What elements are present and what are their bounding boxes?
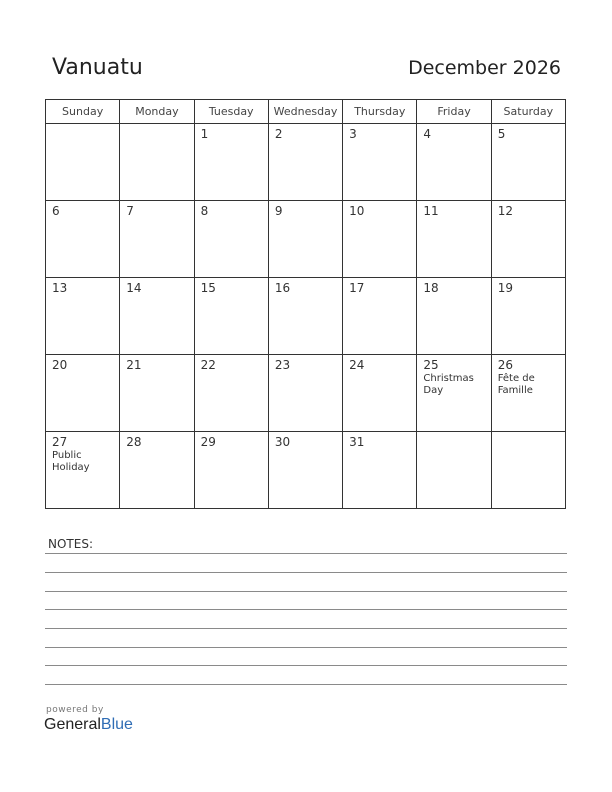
- holiday-label: [269, 372, 342, 373]
- calendar-grid: [45, 99, 566, 509]
- day-number: 4: [423, 127, 432, 141]
- holiday-label: [492, 295, 565, 296]
- day-cell[interactable]: [491, 201, 565, 278]
- day-number: 3: [349, 127, 357, 141]
- holiday-label: [46, 372, 119, 373]
- day-cell[interactable]: [491, 278, 565, 355]
- day-cell[interactable]: [268, 124, 342, 201]
- holiday-label: [120, 127, 193, 128]
- day-cell[interactable]: [120, 201, 194, 278]
- day-number: 8: [200, 204, 209, 218]
- holiday-label: [120, 372, 193, 373]
- day-number: 24: [349, 358, 365, 372]
- day-cell[interactable]: [417, 278, 491, 355]
- day-cell[interactable]: [268, 201, 342, 278]
- day-number: 12: [497, 204, 513, 218]
- day-number: 18: [423, 281, 439, 295]
- notes-line: [45, 628, 567, 629]
- holiday-label: [417, 295, 490, 296]
- weekday-sunday: Sunday: [46, 100, 120, 124]
- holiday-label: [343, 295, 416, 296]
- day-number: 28: [126, 435, 142, 449]
- day-cell[interactable]: [491, 355, 565, 432]
- week-row: [46, 124, 566, 201]
- day-cell[interactable]: [46, 124, 120, 201]
- day-number: 1: [200, 127, 209, 141]
- day-cell[interactable]: [46, 432, 120, 509]
- day-number: 15: [200, 281, 216, 295]
- holiday-label: [417, 218, 490, 219]
- day-cell[interactable]: [120, 355, 194, 432]
- holiday-label: [195, 449, 268, 450]
- holiday-label: [195, 218, 268, 219]
- weekday-thursday: Thursday: [343, 100, 417, 124]
- day-number: 26: [497, 358, 513, 372]
- day-cell[interactable]: [417, 432, 491, 509]
- day-cell[interactable]: [194, 278, 268, 355]
- day-cell[interactable]: [120, 124, 194, 201]
- day-cell[interactable]: [120, 278, 194, 355]
- day-number: 7: [126, 204, 134, 218]
- holiday-label: [120, 449, 193, 450]
- day-cell[interactable]: [343, 124, 417, 201]
- notes-line: [45, 647, 567, 648]
- day-cell[interactable]: [343, 278, 417, 355]
- day-cell[interactable]: [46, 278, 120, 355]
- notes-line: [45, 609, 567, 610]
- day-number: 10: [349, 204, 365, 218]
- brand-general: General: [44, 716, 101, 733]
- holiday-label: [120, 218, 193, 219]
- holiday-label: [417, 141, 490, 142]
- day-number: 13: [52, 281, 68, 295]
- day-number: 20: [52, 358, 68, 372]
- holiday-label: [269, 449, 342, 450]
- day-number: 22: [200, 358, 216, 372]
- day-number: 21: [126, 358, 142, 372]
- holiday-label: [343, 372, 416, 373]
- month-year-title: December 2026: [408, 57, 561, 79]
- notes-label: NOTES:: [48, 537, 93, 551]
- notes-line: [45, 684, 567, 685]
- holiday-label: [46, 218, 119, 219]
- day-cell[interactable]: [491, 124, 565, 201]
- day-number: 16: [274, 281, 291, 295]
- week-row: [46, 432, 566, 509]
- weekday-header-row: [46, 100, 566, 124]
- day-cell[interactable]: [343, 201, 417, 278]
- day-cell[interactable]: [194, 432, 268, 509]
- day-number: 19: [497, 281, 513, 295]
- day-cell[interactable]: [46, 355, 120, 432]
- day-cell[interactable]: [417, 124, 491, 201]
- holiday-label: [492, 218, 565, 219]
- holiday-label: Public Holiday: [52, 450, 90, 473]
- day-cell[interactable]: [194, 201, 268, 278]
- holiday-label: [343, 141, 416, 142]
- weekday-monday: Monday: [120, 100, 194, 124]
- weekday-tuesday: Tuesday: [194, 100, 268, 124]
- holiday-label: [269, 141, 342, 142]
- day-number: 29: [200, 435, 216, 449]
- day-cell[interactable]: [417, 201, 491, 278]
- day-cell[interactable]: [343, 355, 417, 432]
- day-cell[interactable]: [268, 278, 342, 355]
- holiday-label: [120, 295, 193, 296]
- holiday-label: [46, 127, 119, 128]
- day-cell[interactable]: [120, 432, 194, 509]
- holiday-label: [492, 141, 565, 142]
- notes-line: [45, 572, 567, 573]
- weekday-friday: Friday: [417, 100, 491, 124]
- brand-blue: Blue: [100, 716, 133, 733]
- day-cell[interactable]: [194, 124, 268, 201]
- day-number: 5: [497, 127, 506, 141]
- day-number: 9: [274, 204, 283, 218]
- day-cell[interactable]: [417, 355, 491, 432]
- day-cell[interactable]: [268, 355, 342, 432]
- week-row: [46, 201, 566, 278]
- day-number: 17: [349, 281, 365, 295]
- day-number: 11: [423, 204, 439, 218]
- weekday-wednesday: Wednesday: [268, 100, 342, 124]
- holiday-label: Christmas Day: [423, 373, 474, 396]
- day-cell[interactable]: [194, 355, 268, 432]
- day-number: 14: [126, 281, 142, 295]
- holiday-label: [195, 295, 268, 296]
- day-number: 6: [52, 204, 60, 218]
- notes-line: [45, 553, 567, 554]
- day-number: 27: [52, 435, 68, 449]
- holiday-label: [343, 449, 416, 450]
- holiday-label: [269, 218, 342, 219]
- day-number: 2: [274, 127, 283, 141]
- week-row: [46, 278, 566, 355]
- day-number: 31: [349, 435, 365, 449]
- day-number: 30: [274, 435, 291, 449]
- day-cell[interactable]: [268, 432, 342, 509]
- powered-by-text: powered by: [46, 705, 104, 715]
- notes-line: [45, 665, 567, 666]
- week-row: [46, 355, 566, 432]
- day-cell[interactable]: [491, 432, 565, 509]
- day-cell[interactable]: [46, 201, 120, 278]
- holiday-label: Fête de Famille: [497, 373, 535, 396]
- day-number: 25: [423, 358, 439, 372]
- generalblue-logo[interactable]: [44, 716, 133, 734]
- day-cell[interactable]: [343, 432, 417, 509]
- holiday-label: [195, 372, 268, 373]
- holiday-label: [417, 435, 490, 436]
- day-number: 23: [274, 358, 291, 372]
- holiday-label: [269, 295, 342, 296]
- calendar-body: [46, 124, 566, 509]
- weekday-saturday: Saturday: [491, 100, 565, 124]
- holiday-label: [492, 435, 565, 436]
- country-title: Vanuatu: [52, 55, 143, 80]
- holiday-label: [343, 218, 416, 219]
- notes-line: [45, 591, 567, 592]
- holiday-label: [195, 141, 268, 142]
- holiday-label: [46, 295, 119, 296]
